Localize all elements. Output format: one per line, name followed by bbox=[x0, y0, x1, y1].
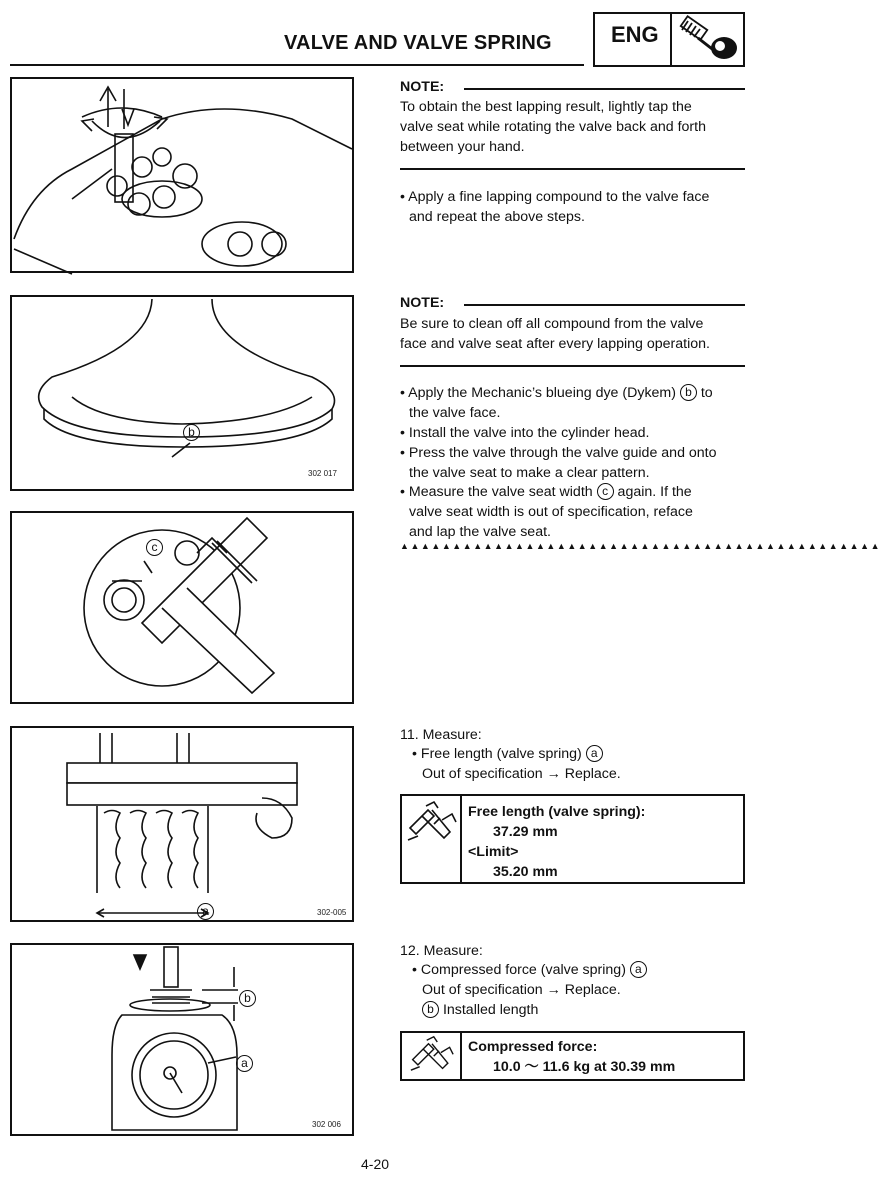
figure-valve-lapping bbox=[10, 77, 354, 273]
note-text-line: face and valve seat after every lapping operation. bbox=[400, 336, 710, 352]
step-12-line2: Out of specification → Replace. bbox=[422, 982, 621, 998]
bullet-dye-text: to bbox=[696, 385, 713, 401]
bullet-press-line2: the valve seat to make a clear pattern. bbox=[409, 465, 650, 481]
label-a-marker: a bbox=[197, 903, 214, 920]
caliper-icon bbox=[404, 800, 460, 850]
caliper-icon bbox=[404, 1035, 460, 1079]
section-badge-label: ENG bbox=[611, 22, 659, 47]
step-12-line3 bbox=[422, 1000, 538, 1020]
spec-value: 10.0 ～ 11.6 kg at 30.39 mm bbox=[493, 1059, 676, 1075]
figure-code: 302 017 bbox=[308, 469, 337, 478]
bullet-dye-line2: the valve face. bbox=[409, 405, 501, 421]
bullet-lapping-line: and repeat the above steps. bbox=[409, 209, 585, 225]
spec-icon-cell bbox=[402, 1033, 462, 1079]
label-a-marker: a bbox=[586, 745, 603, 762]
label-c-marker: c bbox=[146, 539, 163, 556]
bullet-press: • Press the valve through the valve guide and onto bbox=[400, 445, 717, 461]
label-a-marker: a bbox=[630, 961, 647, 978]
note-rule bbox=[464, 304, 745, 306]
page-title: VALVE AND VALVE SPRING bbox=[284, 32, 552, 54]
figure-free-length bbox=[10, 726, 354, 922]
bullet-measure bbox=[400, 482, 692, 502]
page-number: 4-20 bbox=[361, 1156, 390, 1172]
note-text-line: To obtain the best lapping result, lightly tap the bbox=[400, 99, 692, 115]
step-12-title: 12. Measure: bbox=[400, 943, 483, 959]
step-11-line2: Out of specification → Replace. bbox=[422, 766, 621, 782]
figure-code: 302 006 bbox=[312, 1120, 341, 1129]
note-label: NOTE: bbox=[400, 79, 445, 95]
spec-box-free-length bbox=[400, 794, 745, 884]
spec-value: 37.29 mm bbox=[493, 824, 558, 840]
bullet-measure-text: again. If the bbox=[613, 484, 692, 500]
step-12-bullet bbox=[412, 960, 647, 980]
spec-icon-cell bbox=[402, 796, 462, 882]
bullet-install: • Install the valve into the cylinder head. bbox=[400, 425, 650, 441]
bullet-measure-line3: and lap the valve seat. bbox=[409, 524, 551, 540]
figure-code: 302-005 bbox=[317, 908, 347, 917]
figure-compressed-force bbox=[10, 943, 354, 1136]
note-text-line: between your hand. bbox=[400, 139, 525, 155]
note-end-rule bbox=[400, 365, 745, 367]
label-b-marker: b bbox=[239, 990, 256, 1007]
figure-seat-width bbox=[10, 511, 354, 704]
spec-label: Compressed force: bbox=[468, 1039, 598, 1055]
spec-label: Free length (valve spring): bbox=[468, 804, 646, 820]
engine-wrench-icon bbox=[676, 16, 742, 62]
spec-limit-value: 35.20 mm bbox=[493, 864, 558, 880]
badge-divider bbox=[670, 12, 672, 67]
step-11-bullet bbox=[412, 744, 603, 764]
label-b-marker: b bbox=[680, 384, 697, 401]
header-rule bbox=[10, 64, 584, 66]
spec-box-compressed-force bbox=[400, 1031, 745, 1081]
section-end-marks: ▲▲▲▲▲▲▲▲▲▲▲▲▲▲▲▲▲▲▲▲▲▲▲▲▲▲▲▲▲▲▲▲▲▲▲▲▲▲▲▲▲▲▲▲▲▲ bbox=[400, 541, 881, 551]
note-rule bbox=[464, 88, 745, 90]
note-end-rule bbox=[400, 168, 745, 170]
bullet-lapping-line: • Apply a fine lapping compound to the valve face bbox=[400, 189, 710, 205]
label-c-marker: c bbox=[597, 483, 614, 500]
label-b-marker: b bbox=[183, 424, 200, 441]
step-11-title: 11. Measure: bbox=[400, 727, 482, 743]
step-11-bullet-text: • Free length (valve spring) bbox=[412, 746, 586, 762]
bullet-measure-text: • Measure the valve seat width bbox=[400, 484, 597, 500]
note-text-line: Be sure to clean off all compound from the valve bbox=[400, 316, 704, 332]
spec-limit-label: <Limit> bbox=[468, 844, 519, 860]
bullet-measure-line2: valve seat width is out of specification, reface bbox=[409, 504, 693, 520]
note-text-line: valve seat while rotating the valve back and forth bbox=[400, 119, 706, 135]
bullet-dye bbox=[400, 383, 713, 403]
note-label: NOTE: bbox=[400, 295, 445, 311]
step-12-bullet-text: • Compressed force (valve spring) bbox=[412, 962, 630, 978]
label-b-marker: b bbox=[422, 1001, 439, 1018]
figure-valve-face bbox=[10, 295, 354, 491]
label-a-marker: a bbox=[236, 1055, 253, 1072]
step-12-line3-text: Installed length bbox=[439, 1002, 539, 1018]
bullet-dye-text: • Apply the Mechanic’s blueing dye (Dykem) bbox=[400, 385, 680, 401]
